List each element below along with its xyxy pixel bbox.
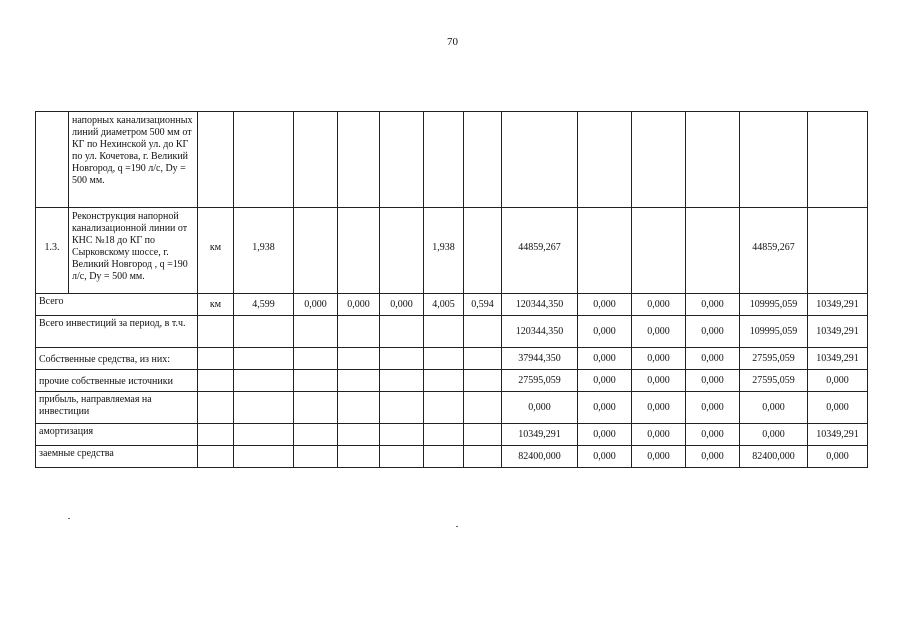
cell-c8 [578, 208, 632, 294]
cell-c4 [380, 446, 424, 468]
cell-c12: 0,000 [808, 392, 868, 424]
cell-c2 [294, 112, 338, 208]
cell-c3 [338, 348, 380, 370]
cell-c10: 0,000 [686, 316, 740, 348]
cell-c7 [502, 112, 578, 208]
cell-c8: 0,000 [578, 294, 632, 316]
cell-c11: 109995,059 [740, 294, 808, 316]
cell-c1 [234, 316, 294, 348]
cell-c3 [338, 112, 380, 208]
cell-c11: 82400,000 [740, 446, 808, 468]
cell-c12: 0,000 [808, 446, 868, 468]
cell-c5 [424, 370, 464, 392]
cell-c3 [338, 424, 380, 446]
table-row-borrowed-funds [36, 446, 868, 468]
cell-c1 [234, 348, 294, 370]
cell-c7: 120344,350 [502, 316, 578, 348]
cell-c6 [464, 370, 502, 392]
cell-c4 [380, 370, 424, 392]
cell-c11: 44859,267 [740, 208, 808, 294]
cell-c8 [578, 112, 632, 208]
cell-c9: 0,000 [632, 316, 686, 348]
cell-c8: 0,000 [578, 316, 632, 348]
cell-c2 [294, 424, 338, 446]
cell-c6 [464, 424, 502, 446]
investment-table [35, 111, 868, 468]
cell-c7: 10349,291 [502, 424, 578, 446]
cell-c9: 0,000 [632, 446, 686, 468]
cell-label: заемные средства [36, 446, 198, 468]
cell-c4 [380, 208, 424, 294]
cell-c2 [294, 392, 338, 424]
cell-c2 [294, 348, 338, 370]
cell-unit [198, 392, 234, 424]
table-row-total [36, 294, 868, 316]
cell-c2 [294, 446, 338, 468]
cell-c8: 0,000 [578, 424, 632, 446]
cell-c11: 27595,059 [740, 370, 808, 392]
cell-c12: 10349,291 [808, 316, 868, 348]
cell-c9: 0,000 [632, 392, 686, 424]
cell-c5: 4,005 [424, 294, 464, 316]
cell-label: прибыль, направляемая на инвестиции [36, 392, 198, 424]
cell-c9: 0,000 [632, 370, 686, 392]
cell-c10 [686, 112, 740, 208]
cell-c4 [380, 348, 424, 370]
cell-c7: 27595,059 [502, 370, 578, 392]
cell-c5 [424, 446, 464, 468]
table-row-investments [36, 316, 868, 348]
cell-c6 [464, 208, 502, 294]
cell-unit [198, 112, 234, 208]
cell-c12: 10349,291 [808, 424, 868, 446]
cell-c4: 0,000 [380, 294, 424, 316]
cell-c5 [424, 112, 464, 208]
cell-unit [198, 348, 234, 370]
cell-c4 [380, 316, 424, 348]
cell-c3: 0,000 [338, 294, 380, 316]
cell-c10: 0,000 [686, 392, 740, 424]
cell-c8: 0,000 [578, 446, 632, 468]
cell-c6: 0,594 [464, 294, 502, 316]
cell-c2: 0,000 [294, 294, 338, 316]
cell-c6 [464, 112, 502, 208]
cell-c11: 109995,059 [740, 316, 808, 348]
cell-c4 [380, 424, 424, 446]
table-row-1-3 [36, 208, 868, 294]
cell-c10: 0,000 [686, 424, 740, 446]
cell-c3 [338, 446, 380, 468]
cell-c1: 1,938 [234, 208, 294, 294]
cell-c10: 0,000 [686, 294, 740, 316]
cell-c10 [686, 208, 740, 294]
cell-c12: 0,000 [808, 370, 868, 392]
cell-c5 [424, 392, 464, 424]
cell-c5 [424, 348, 464, 370]
cell-c7: 120344,350 [502, 294, 578, 316]
cell-label: Собственные средства, из них: [36, 348, 198, 370]
table-row-other-own-sources [36, 370, 868, 392]
cell-c10: 0,000 [686, 446, 740, 468]
cell-c8: 0,000 [578, 370, 632, 392]
cell-c1 [234, 112, 294, 208]
cell-unit [198, 316, 234, 348]
cell-c12 [808, 112, 868, 208]
cell-c5: 1,938 [424, 208, 464, 294]
cell-label: Всего инвестиций за период, в т.ч. [36, 316, 198, 348]
cell-c12 [808, 208, 868, 294]
cell-c1 [234, 424, 294, 446]
table-row-continuation [36, 112, 868, 208]
cell-c10: 0,000 [686, 370, 740, 392]
cell-c4 [380, 392, 424, 424]
cell-index: 1.3. [36, 208, 69, 294]
cell-c7: 0,000 [502, 392, 578, 424]
cell-c3 [338, 208, 380, 294]
cell-label: амортизация [36, 424, 198, 446]
cell-unit: км [198, 294, 234, 316]
cell-c5 [424, 316, 464, 348]
cell-c2 [294, 370, 338, 392]
page-number: 70 [447, 36, 458, 48]
cell-unit [198, 446, 234, 468]
cell-description: напорных канализационных линий диаметром 500 мм от КГ по Нехинской ул. до КГ по ул. Кочетова, г. Великий Новгород, q =190 л/с, Dy = 500 мм. [69, 112, 198, 208]
cell-c1 [234, 392, 294, 424]
cell-c1 [234, 446, 294, 468]
cell-c12: 10349,291 [808, 348, 868, 370]
cell-label: прочие собственные источники [36, 370, 198, 392]
cell-label: Всего [36, 294, 198, 316]
cell-unit: км [198, 208, 234, 294]
cell-c11 [740, 112, 808, 208]
cell-c3 [338, 392, 380, 424]
cell-c11: 27595,059 [740, 348, 808, 370]
scan-speck [68, 518, 70, 519]
cell-c2 [294, 316, 338, 348]
cell-c9 [632, 208, 686, 294]
cell-c1 [234, 370, 294, 392]
cell-c9: 0,000 [632, 294, 686, 316]
cell-c7: 44859,267 [502, 208, 578, 294]
cell-c4 [380, 112, 424, 208]
cell-c8: 0,000 [578, 348, 632, 370]
cell-c7: 37944,350 [502, 348, 578, 370]
cell-c6 [464, 446, 502, 468]
cell-unit [198, 424, 234, 446]
cell-c7: 82400,000 [502, 446, 578, 468]
cell-c9 [632, 112, 686, 208]
table-row-amortization [36, 424, 868, 446]
scan-speck [456, 526, 458, 527]
cell-index [36, 112, 69, 208]
cell-c6 [464, 316, 502, 348]
table-row-profit [36, 392, 868, 424]
cell-c1: 4,599 [234, 294, 294, 316]
cell-c9: 0,000 [632, 348, 686, 370]
cell-c2 [294, 208, 338, 294]
cell-c10: 0,000 [686, 348, 740, 370]
cell-c6 [464, 392, 502, 424]
cell-c12: 10349,291 [808, 294, 868, 316]
cell-c5 [424, 424, 464, 446]
cell-unit [198, 370, 234, 392]
cell-c3 [338, 370, 380, 392]
cell-c6 [464, 348, 502, 370]
cell-c11: 0,000 [740, 392, 808, 424]
cell-c3 [338, 316, 380, 348]
cell-c8: 0,000 [578, 392, 632, 424]
cell-c9: 0,000 [632, 424, 686, 446]
cell-c11: 0,000 [740, 424, 808, 446]
cell-description: Реконструкция напорной канализационной линии от КНС №18 до КГ по Сырковскому шоссе, г. Великий Новгород , q =190 л/с, Dy = 500 мм. [69, 208, 198, 294]
table-row-own-funds [36, 348, 868, 370]
